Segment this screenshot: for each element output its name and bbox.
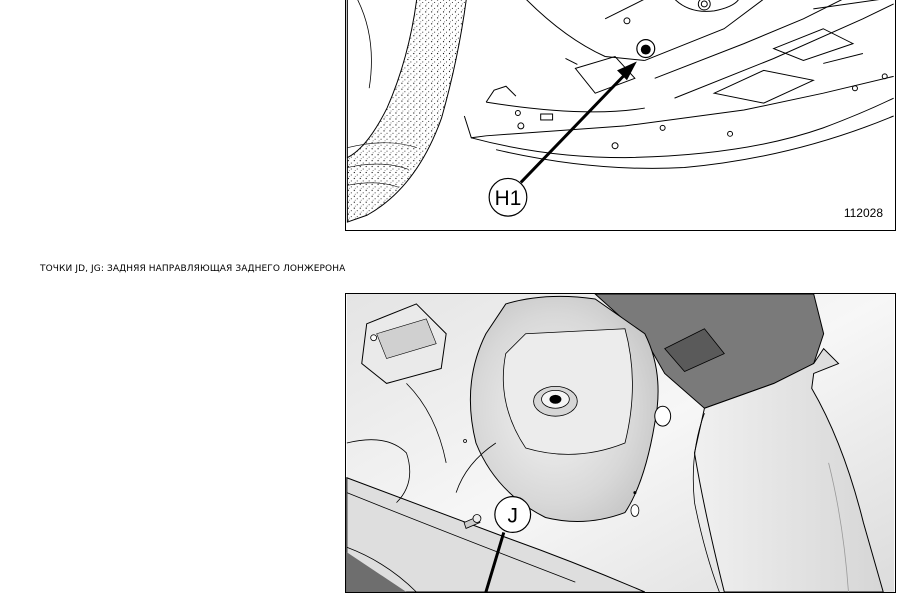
spare-wheel: [347, 0, 466, 222]
callout-h1-label: H1: [494, 187, 522, 211]
figure-rear-rail-j: [345, 293, 896, 593]
figure-rear-underbody-h1: [345, 0, 896, 231]
underbody-drawing: [346, 0, 895, 230]
callout-j-label: J: [507, 504, 518, 528]
rear-rail-drawing: [346, 294, 895, 592]
jacking-point-h1: [637, 40, 655, 58]
section-caption: ТОЧКИ JD, JG: ЗАДНЯЯ НАПРАВЛЯЮЩАЯ ЗАДНЕГО ЛОНЖЕРОНА: [40, 264, 346, 274]
figure-number: 112028: [843, 206, 883, 220]
floor-panel: [464, 0, 893, 168]
callout-h1: [489, 178, 527, 216]
jacking-point-j: [534, 386, 578, 416]
callout-j: [495, 497, 531, 533]
